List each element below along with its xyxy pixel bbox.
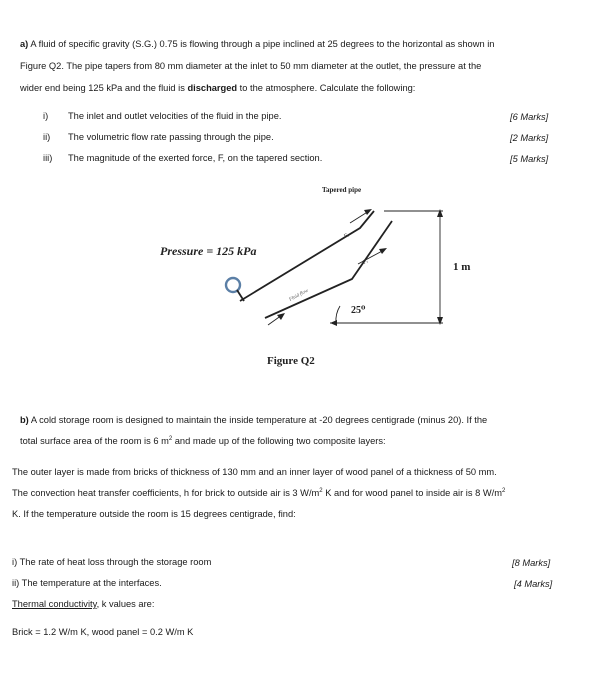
part-b-q2-marks: [4 Marks] (514, 579, 553, 589)
layers-line-2: The convection heat transfer coefficients, h for brick to outside air is 3 $W/m^2$ K and for wood panel to inside air is 8 $W/m^2$ (12, 488, 506, 498)
angle-arrowhead (330, 320, 337, 326)
part-a-q3-marks: [5 Marks] (510, 154, 549, 164)
part-a-q1-num: i) (43, 111, 49, 121)
part-b-q2 (12, 579, 162, 588)
k-values: Brick = 1.2 W/m K, wood panel = 0.2 W/m K (12, 627, 194, 637)
part-b-q1-marks: [8 Marks] (512, 558, 551, 568)
fluid-flow-arrowhead (277, 313, 285, 320)
part-a-q2-num: ii) (43, 132, 51, 142)
part-b-q2-text: The temperature at the interfaces. (21, 578, 162, 588)
part-a-q1-marks: [6 Marks] (510, 112, 549, 122)
part-b-q1-text: The rate of heat loss through the storage room (19, 557, 212, 567)
pipe-lower-wall (265, 221, 392, 318)
part-a-line-3: wider end being 125 kPa and the fluid is discharged to the atmosphere. Calculate the following: (20, 83, 416, 93)
part-a-q2-text: The volumetric flow rate passing through the pipe. (68, 132, 274, 142)
layers-line-3: K. If the temperature outside the room is 15 degrees centigrade, find: (12, 509, 296, 519)
fluid-flow-label: Fluid flow (288, 288, 310, 303)
part-a-label: a) (20, 39, 29, 49)
part-a-q1-text: The inlet and outlet velocities of the fluid in the pipe. (68, 111, 282, 121)
figure-caption: Figure Q2 (267, 355, 315, 367)
force-label-lower: Fₓ (362, 258, 370, 266)
pipe-upper-wall (240, 211, 374, 301)
height-arrow-bottom (437, 317, 443, 325)
part-a-q3-num: iii) (43, 153, 53, 163)
part-b-q2-num: ii) (12, 578, 20, 588)
height-label: 1 m (453, 261, 471, 273)
part-b-line-1: b) A cold storage room is designed to maintain the inside temperature at -20 degrees centigrade (minus 20). If the (20, 415, 488, 425)
gauge-stem (237, 290, 244, 301)
part-a-line-2: Figure Q2. The pipe tapers from 80 mm diameter at the inlet to 50 mm diameter at the outlet, the pressure at the (20, 61, 482, 71)
force-label-upper: Fₓ (343, 232, 351, 240)
part-b-line-2: total surface area of the room is 6 $m^2$ and made up of the following two composite layers: (20, 436, 386, 446)
part-b-q1 (12, 558, 211, 567)
layers-line-1: The outer layer is made from bricks of thickness of 130 mm and an inner layer of wood panel of a thickness of 50 mm. (12, 467, 497, 477)
pressure-label: Pressure = 125 kPa (160, 244, 257, 258)
part-a-line-1: a) A fluid of specific gravity (S.G.) 0.75 is flowing through a pipe inclined at 25 degrees to the horizontal as shown in (20, 39, 495, 49)
part-b-q1-num: i) (12, 557, 18, 567)
height-arrow-top (437, 209, 443, 217)
force-arrow-lower-head (379, 248, 387, 254)
part-b-label: b) (20, 415, 29, 425)
part-a-q3-text: The magnitude of the exerted force, F, on the tapered section. (68, 153, 323, 163)
figure-q2-diagram (140, 180, 500, 380)
angle-label: 25⁰ (351, 305, 366, 316)
part-a-q2-marks: [2 Marks] (510, 133, 549, 143)
thermal-conductivity-heading: Thermal conductivity, k values are: (12, 599, 155, 609)
tapered-pipe-label: Tapered pipe (322, 186, 362, 194)
